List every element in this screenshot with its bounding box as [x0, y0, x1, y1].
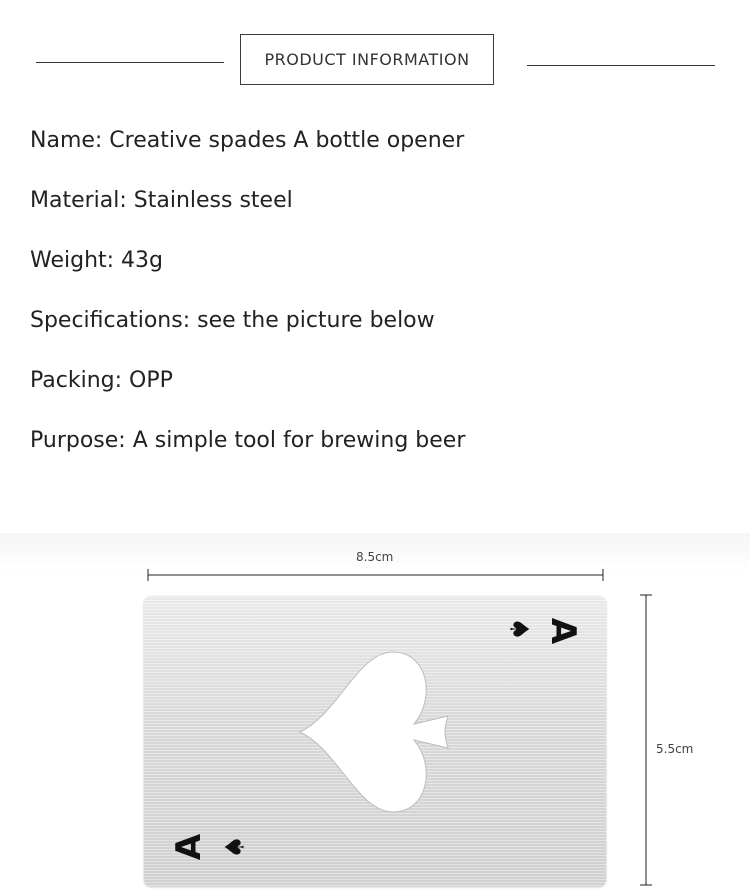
info-packing: Packing: OPP [30, 368, 173, 393]
info-purpose: Purpose: A simple tool for brewing beer [30, 428, 466, 453]
info-name: Name: Creative spades A bottle opener [30, 128, 465, 153]
spade-bottom-left-icon: ♠ [220, 835, 251, 859]
spade-cutout-icon [300, 652, 448, 812]
width-dimension-label: 8.5cm [356, 550, 394, 564]
rank-bottom-left-text: A [169, 833, 210, 861]
section-title-text: PRODUCT INFORMATION [264, 50, 470, 69]
info-material: Material: Stainless steel [30, 188, 293, 213]
info-weight: Weight: 43g [30, 248, 164, 273]
info-specifications: Specifications: see the picture below [30, 308, 435, 333]
rank-top-right-text: A [542, 617, 583, 645]
rank-bottom-left [169, 833, 210, 861]
card-graphics [144, 596, 606, 886]
rank-top-right [542, 617, 583, 645]
height-dimension-label: 5.5cm [656, 742, 694, 756]
ace-of-spades-bottle-opener [144, 596, 606, 886]
spade-top-right-icon: ♠ [503, 617, 534, 641]
